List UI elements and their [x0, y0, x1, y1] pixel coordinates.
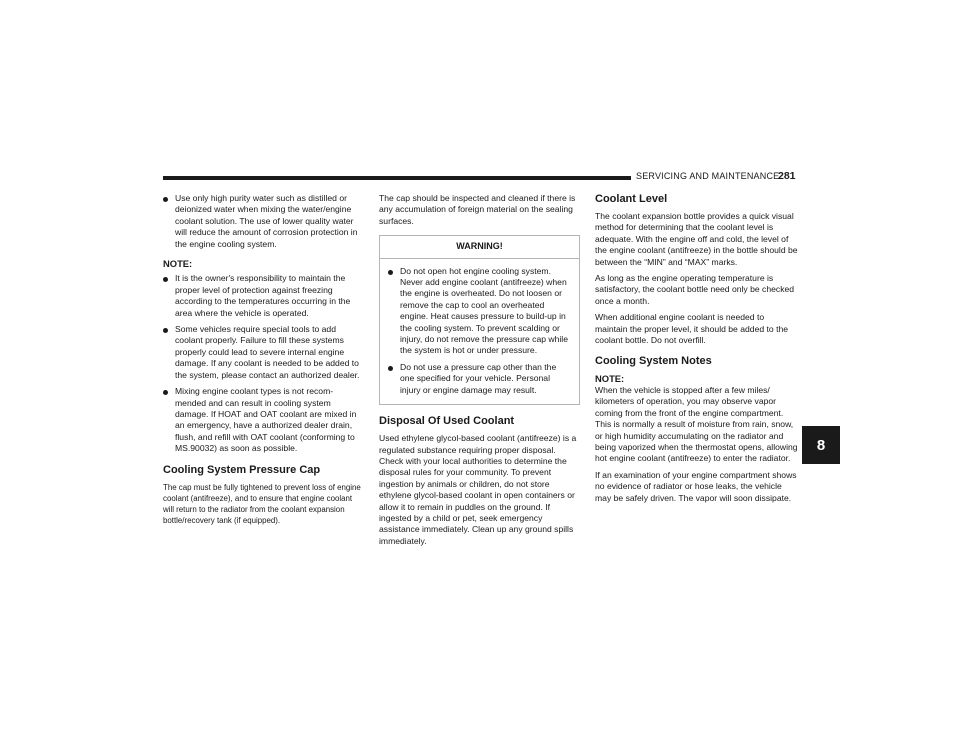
note-label: NOTE:	[595, 373, 625, 385]
note-bullet: Mixing engine coolant types is not recom-mended and can result in cooling system damage. If HOAT and OAT coolant are mixed in an emergency, have a authorized dealer drain, flush, and refill with OAT coolant (conforming to MS.90032) as soon as possible.	[163, 386, 363, 454]
coolant-level-paragraph: When additional engine coolant is needed to maintain the proper level, it should be added to the coolant bottle. Do not overfill.	[595, 312, 789, 346]
note-label: NOTE:	[163, 258, 193, 270]
disposal-text: Used ethylene glycol-based coolant (antifreeze) is a regulated substance requiring proper disposal. Check with your local authorities to determine the disposal rules for your community. To prevent ingestion by animals or children, do not store ethylene glycol-based coolant in open containers or allow it to remain in puddles on the ground. If ingested by a child or pet, seek emergency assistance immediately. Clean up any ground spills immediately.	[379, 433, 577, 546]
warning-bullet: Do not use a pressure cap other than the one specified for your vehicle. Personal injury or engine damage may result.	[388, 362, 571, 396]
note-bullet: Some vehicles require special tools to add coolant properly. Failure to fill these systems properly could lead to severe internal engine damage. If any coolant is needed to be added to the system, please contact an authorized dealer.	[163, 324, 363, 381]
warning-body	[380, 259, 579, 404]
coolant-level-paragraph: The coolant expansion bottle provides a quick visual method for determining that the coolant level is adequate. With the engine off and cold, the level of the engine coolant (antifreeze) in the bottle should be between the “MIN” and “MAX” marks.	[595, 211, 798, 267]
pressure-cap-heading: Cooling System Pressure Cap	[163, 463, 321, 476]
warning-bullet: Do not open hot engine cooling system. Never add engine coolant (antifreeze) when the engine is overheated. Do not loosen or remove the cap to cool an overheated engine. Heat causes pressure to build-up in the cooling system. To prevent scalding or injury, do not remove the pressure cap while the system is hot or under pressure.	[388, 266, 571, 357]
cooling-notes-paragraph: If an examination of your engine compartment shows no evidence of radiator or hose leaks, the vehicle may be safely driven. The vapor will soon dissipate.	[595, 469, 797, 503]
page-number: 281	[778, 170, 796, 182]
column-right	[595, 193, 798, 509]
warning-box	[379, 235, 580, 405]
bullet-water-purity: Use only high purity water such as distilled or deionized water when mixing the water/engine coolant solution. The use of lower quality water will reduce the amount of corrosion protection in the engine cooling system.	[163, 193, 363, 250]
note-bullet: It is the owner's responsibility to maintain the proper level of protection against freezing according to the temperatures occurring in the area where the vehicle is operated.	[163, 273, 363, 319]
header-rule	[163, 176, 631, 180]
cap-inspection-text: The cap should be inspected and cleaned if there is any accumulation of foreign material on the sealing surfaces.	[379, 193, 576, 226]
chapter-tab: 8	[802, 426, 840, 464]
disposal-heading: Disposal Of Used Coolant	[379, 415, 515, 428]
pressure-cap-text: The cap must be fully tightened to prevent loss of engine coolant (antifreeze), and to ensure that engine coolant will return to the radiator from the coolant expansion bottle/recovery tank (if equipped).	[163, 482, 361, 525]
cooling-notes-paragraph: When the vehicle is stopped after a few miles/ kilometers of operation, you may observe vapor coming from the front of the engine compartment. This is normally a result of moisture from rain, snow, or high humidity accumulating on the radiator and being vaporized when the thermostat opens, allowing hot engine coolant (antifreeze) to enter the radiator.	[595, 384, 798, 464]
coolant-level-paragraph: As long as the engine operating temperature is satisfactory, the coolant bottle need only be checked once a month.	[595, 273, 795, 306]
column-left	[163, 193, 363, 531]
column-middle	[379, 193, 580, 552]
cooling-notes-heading: Cooling System Notes	[595, 355, 712, 368]
section-title: SERVICING AND MAINTENANCE	[636, 171, 780, 181]
coolant-level-heading: Coolant Level	[595, 193, 668, 205]
warning-title: WARNING!	[380, 236, 579, 258]
